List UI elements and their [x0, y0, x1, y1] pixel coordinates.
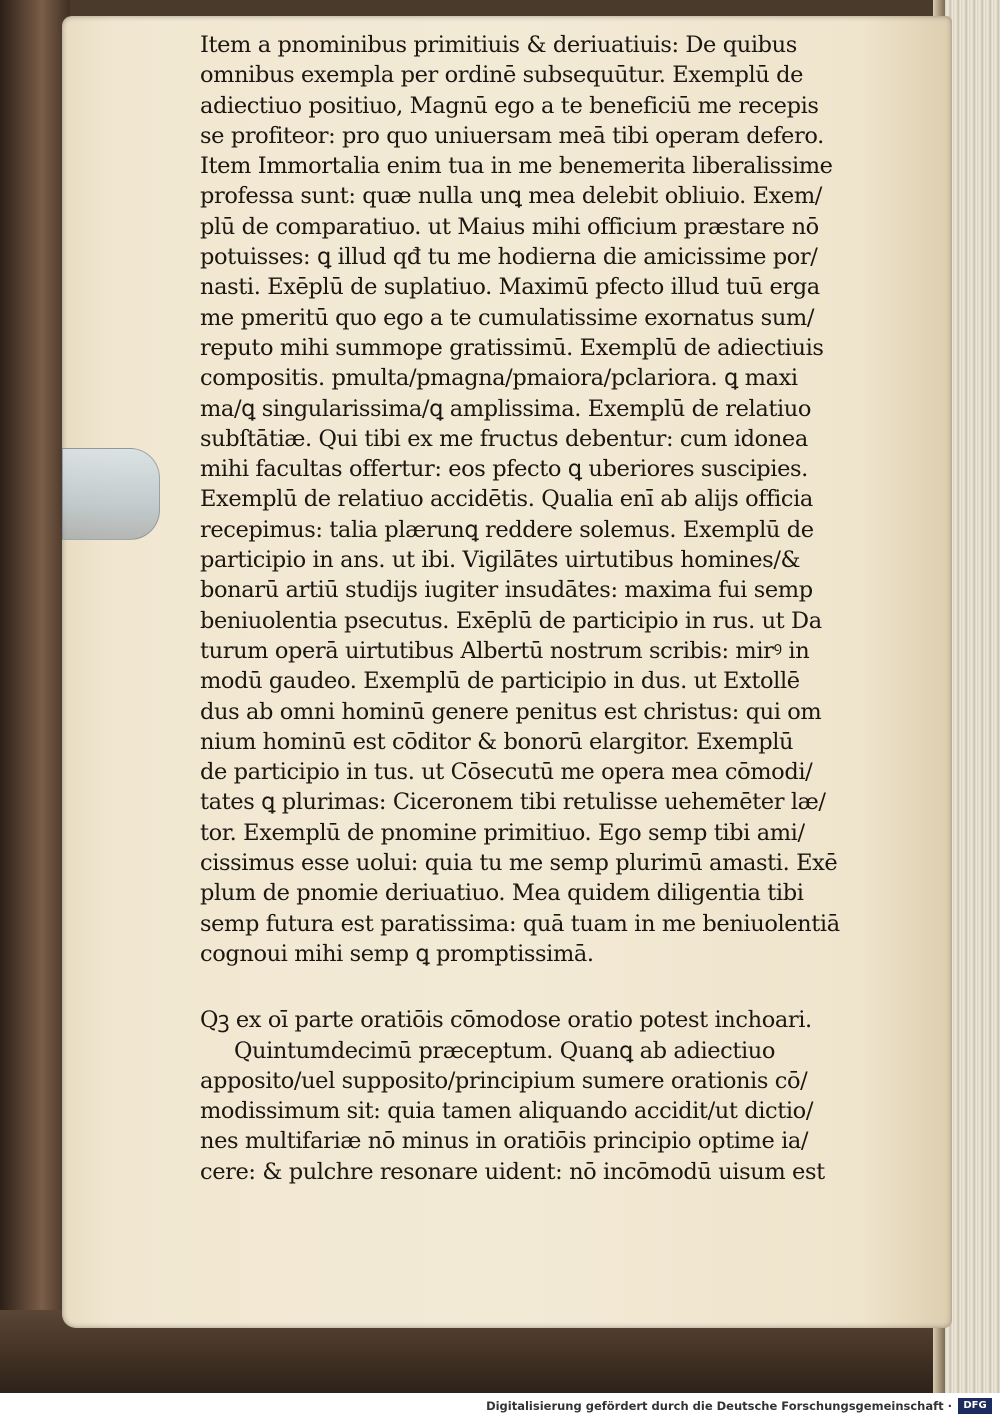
text-line: beniuolentia psecutus. Exēplū de participio in rus. ut Da [200, 607, 822, 634]
text-line: professa sunt: quæ nulla unꝗ mea delebit obliuio. Exem/ [200, 183, 822, 210]
digitization-credit: Digitalisierung gefördert durch die Deutsche Forschungsgemeinschaft · [486, 1399, 952, 1413]
text-line: plū de comparatiuo. ut Maius mihi officium præstare nō [200, 213, 819, 240]
text-line: me pmeritū quo ego a te cumulatissime exornatus sum/ [200, 304, 815, 331]
page-text-block [200, 30, 880, 1187]
text-line: se profiteor: pro quo uniuersam meā tibi operam defero. [200, 122, 824, 149]
text-line: modissimum sit: quia tamen aliquando accidit/ut dictio/ [200, 1098, 813, 1125]
plastic-page-clip [62, 448, 160, 540]
text-line: mihi facultas offertur: eos pfecto ꝗ uberiores suscipies. [200, 456, 808, 483]
text-line: turum operā uirtutibus Albertū nostrum scribis: mirꝰ in [200, 637, 810, 664]
text-line: bonarū artiū studijs iugiter insudātes: maxima fui semp [200, 577, 813, 604]
text-line: compositis. pmulta/pmagna/pmaiora/pclariora. ꝗ maxi [200, 365, 798, 392]
text-line: ma/ꝗ singularissima/ꝗ amplissima. Exemplū de relatiuo [200, 395, 812, 422]
footer-bar [0, 1393, 1000, 1420]
paragraph-gap [200, 969, 880, 1005]
text-line: participio in ans. ut ibi. Vigilātes uirtutibus homines/& [200, 547, 801, 574]
text-line: de participio in tus. ut Cōsecutū me opera mea cōmodi/ [200, 759, 813, 786]
text-line: subſtātiæ. Qui tibi ex me fructus debentur: cum idonea [200, 425, 808, 452]
text-line: nasti. Exēplū de suplatiuo. Maximū pfecto illud tuū erga [200, 274, 820, 301]
text-line: omnibus exempla per ordinē subsequūtur. Exemplū de [200, 62, 804, 89]
text-line: plum de pnomie deriuatiuo. Mea quidem diligentia tibi [200, 880, 804, 907]
text-line: recepimus: talia plærunꝗ reddere solemus. Exemplū de [200, 516, 814, 543]
text-line: nes multifariæ nō minus in oratiōis principio optime ia/ [200, 1128, 809, 1155]
text-line: potuisses: ꝗ illud qđ tu me hodierna die amicissime por/ [200, 244, 818, 271]
dfg-logo: DFG [958, 1398, 992, 1414]
text-line: cognoui mihi semp ꝗ promptissimā. [200, 940, 594, 967]
text-line: Exemplū de relatiuo accidētis. Qualia enī ab alijs officia [200, 486, 813, 513]
page-stack-edge [945, 0, 1000, 1393]
book-cover-left-edge [0, 0, 70, 1393]
text-line: apposito/uel supposito/principium sumere orationis cō/ [200, 1067, 808, 1094]
text-line: tates ꝗ plurimas: Ciceronem tibi retulisse uehemēter læ/ [200, 789, 826, 816]
text-line: semp futura est paratissima: quā tuam in me beniuolentiā [200, 910, 840, 937]
text-line: adiectiuo positiuo, Magnū ego a te beneficiū me recepis [200, 92, 819, 119]
text-line: nium hominū est cōditor & bonorū elargitor. Exemplū [200, 728, 794, 755]
text-line: tor. Exemplū de pnomine primitiuo. Ego semp tibi ami/ [200, 819, 805, 846]
text-line: Item a pnominibus primitiuis & deriuatiuis: De quibus [200, 32, 797, 58]
text-line: modū gaudeo. Exemplū de participio in dus. ut Extollē [200, 668, 800, 695]
text-line: cere: & pulchre resonare uident: nō incōmodū uisum est [200, 1158, 825, 1185]
text-line: Quintumdecimū præceptum. Quanꝗ ab adiectiuo [234, 1037, 776, 1064]
text-line: reputo mihi summope gratissimū. Exemplū de adiectiuis [200, 334, 824, 361]
section-heading: Qꝫ ex oī parte oratiōis cōmodose oratio potest inchoari. [200, 1007, 812, 1034]
text-line: Item Immortalia enim tua in me benemerita liberalissime [200, 153, 833, 180]
text-line: dus ab omni hominū genere penitus est christus: qui om [200, 698, 822, 725]
text-line: cissimus esse uolui: quia tu me semp plurimū amasti. Exē [200, 850, 838, 877]
